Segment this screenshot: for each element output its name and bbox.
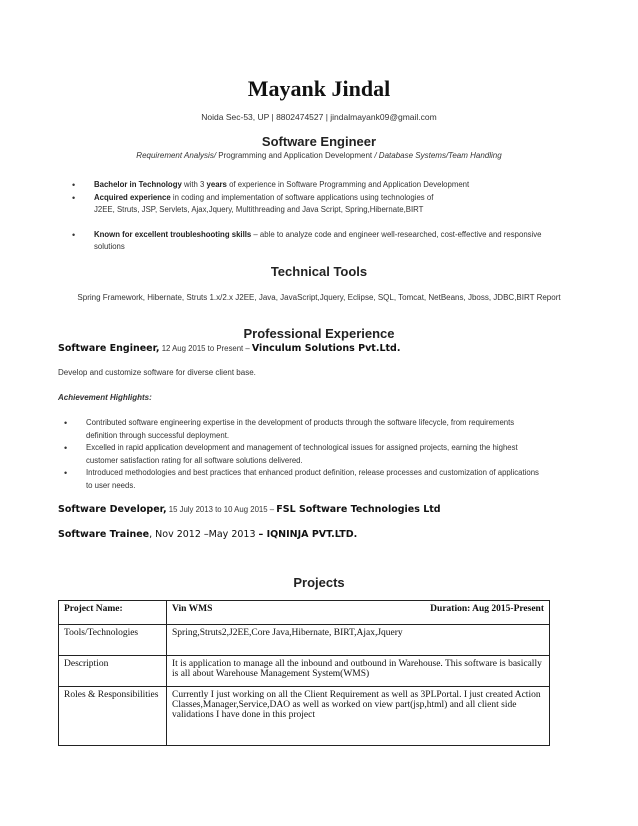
highlight-text: Introduced methodologies and best practices that enhanced product definition, release processes and customization of applications: [86, 468, 539, 477]
project-name-label: Project Name:: [64, 604, 123, 614]
technical-tools-list: Spring Framework, Hibernate, Struts 1.x/2.x J2EE, Java, JavaScript,Jquery, Eclipse, SQL, Tomcat, NetBeans, Jboss, JDBC,BIRT Report: [77, 293, 561, 302]
summary-bold: Bachelor in Technology: [94, 180, 182, 189]
highlight-text: definition through successful deployment.: [86, 430, 230, 440]
table-row: [59, 601, 550, 625]
summary-item: [66, 192, 586, 217]
highlight-item: [58, 442, 588, 467]
project-name: Vin WMS: [172, 604, 213, 614]
table-cell: Roles & Responsibilities: [59, 687, 167, 746]
summary-item: [66, 179, 586, 192]
summary-text: with 3: [181, 180, 207, 189]
table-cell: Spring,Struts2,J2EE,Core Java,Hibernate, BIRT,Ajax,Jquery: [167, 625, 550, 656]
highlight-item: [58, 417, 588, 442]
table-cell: [59, 601, 167, 625]
summary-bold: Acquired experience: [94, 192, 171, 202]
job-role: Software Developer,: [58, 504, 167, 515]
candidate-name: Mayank Jindal: [247, 76, 391, 101]
job-company: – IQNINJA PVT.LTD.: [258, 529, 358, 540]
contact-line: Noida Sec-53, UP | 8802474527 | jindalmayank09@gmail.com: [201, 112, 437, 122]
table-cell: Currently I just working on all the Client Requirement as well as 3PLPortal. I just created Action Classes,Manager,Service,DAO as well as worked on view part(jsp,html) and all client side validations I have done in this project: [167, 687, 550, 746]
table-cell: It is application to manage all the inbound and outbound in Warehouse. This software is basically is all about Warehouse Management System(WMS): [167, 656, 550, 687]
table-cell: [167, 601, 550, 625]
specialties-line: [0, 151, 638, 160]
projects-heading: Projects: [293, 575, 345, 590]
summary-bold: years: [206, 180, 227, 189]
highlight-text: customer satisfaction rating for all software solutions delivered.: [86, 455, 303, 465]
highlight-text: Contributed software engineering expertise in the development of products through the software lifecycle, from requirements: [86, 418, 515, 427]
project-duration: Duration: Aug 2015-Present: [430, 604, 544, 614]
summary-text: solutions: [94, 242, 125, 251]
job-dates: 12 Aug 2015 to Present –: [159, 344, 252, 353]
summary-bold: Known for excellent troubleshooting skills: [94, 229, 252, 239]
highlight-text: Excelled in rapid application development and management of technological issues for assigned projects, earning the highest: [86, 443, 518, 452]
job-entry-1: [58, 343, 400, 354]
experience-heading: Professional Experience: [243, 326, 395, 341]
table-row: [59, 625, 550, 656]
highlights-label: Achievement Highlights:: [58, 393, 152, 402]
highlight-text: to user needs.: [86, 480, 136, 490]
table-cell: Description: [59, 656, 167, 687]
table-cell: Tools/Technologies: [59, 625, 167, 656]
specialty-3: / Database Systems/Team Handling: [374, 151, 502, 160]
summary-text: of experience in Software Programming and Application Development: [226, 180, 470, 189]
specialty-2: Programming and Application Development: [216, 151, 375, 160]
project-table: [58, 600, 550, 746]
highlight-item: [58, 467, 588, 492]
highlights-list: [58, 417, 588, 492]
table-row: [59, 687, 550, 746]
summary-text: in coding and implementation of software applications using technologies of: [170, 192, 434, 202]
job-company: Vinculum Solutions Pvt.Ltd.: [251, 343, 401, 354]
summary-list: [66, 179, 586, 254]
job-role: Software Trainee: [58, 529, 150, 540]
summary-text: J2EE, Struts, JSP, Servlets, Ajax,Jquery, Multithreading and Java Script, Spring,Hibernate,BIRT: [94, 205, 424, 214]
job-role: Software Engineer,: [58, 343, 160, 354]
job-description: Develop and customize software for diverse client base.: [58, 368, 256, 377]
job-dates: 15 July 2013 to 10 Aug 2015 –: [166, 505, 277, 514]
summary-text: – able to analyze code and engineer well-researched, cost-effective and responsive: [251, 229, 542, 239]
job-company: FSL Software Technologies Ltd: [276, 504, 441, 515]
job-entry-3: [58, 529, 357, 540]
technical-tools-heading: Technical Tools: [270, 264, 368, 279]
specialty-1: Requirement Analysis/: [136, 151, 217, 160]
summary-item: [66, 229, 586, 254]
job-dates: , Nov 2012 –May 2013: [149, 529, 259, 540]
job-entry-2: [58, 504, 441, 515]
table-row: [59, 656, 550, 687]
job-title: Software Engineer: [261, 134, 377, 149]
